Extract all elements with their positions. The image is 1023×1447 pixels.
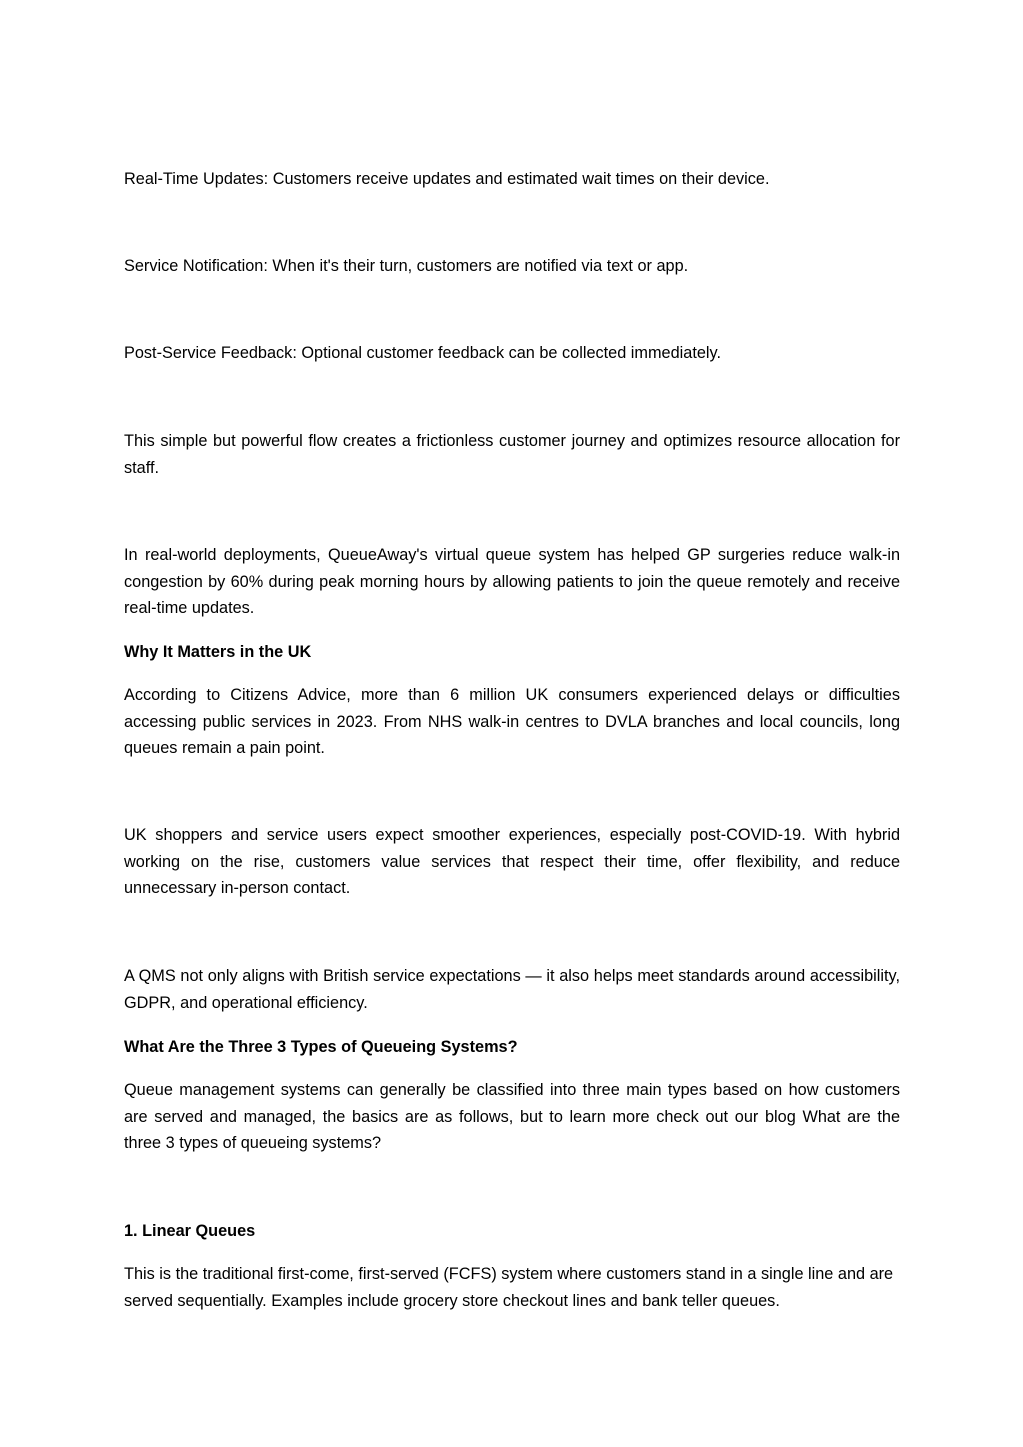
paragraph-citizens-advice: According to Citizens Advice, more than 6 million UK consumers experienced delays or difficulties accessing public services in 2023. From NHS walk-in centres to DVLA branches and local councils, long queues remain a pain point.: [124, 686, 900, 758]
paragraph-real-world-deployments: In real-world deployments, QueueAway's virtual queue system has helped GP surgeries reduce walk-in congestion by 60% during peak morning hours by allowing patients to join the queue remotely and receive real-time updates.: [124, 546, 900, 618]
paragraph-simple-flow: This simple but powerful flow creates a frictionless customer journey and optimizes resource allocation for staff.: [124, 432, 900, 477]
paragraph-post-service-feedback: Post-Service Feedback: Optional customer feedback can be collected immediately.: [124, 344, 721, 362]
paragraph-service-notification: Service Notification: When it's their turn, customers are notified via text or app.: [124, 257, 689, 275]
heading-why-it-matters: Why It Matters in the UK: [124, 643, 312, 661]
paragraph-real-time-updates: Real-Time Updates: Customers receive updates and estimated wait times on their device.: [124, 170, 770, 188]
paragraph-qms-aligns: A QMS not only aligns with British service expectations — it also helps meet standards around accessibility, GDPR, and operational efficiency.: [124, 967, 900, 1012]
heading-three-types: What Are the Three 3 Types of Queueing Systems?: [124, 1038, 518, 1056]
paragraph-uk-shoppers: UK shoppers and service users expect smoother experiences, especially post-COVID-19. With hybrid working on the rise, customers value services that respect their time, offer flexibility, and reduce unnecessary in-person contact.: [124, 826, 900, 898]
paragraph-qms-types-intro: Queue management systems can generally be classified into three main types based on how customers are served and managed, the basics are as follows, but to learn more check out our blog What are the three 3 types of queueing systems?: [124, 1081, 900, 1153]
heading-linear-queues: 1. Linear Queues: [124, 1222, 256, 1240]
paragraph-linear-queues-desc: This is the traditional first-come, first-served (FCFS) system where customers stand in a single line and are served sequentially. Examples include grocery store checkout lines and bank teller queues.: [124, 1265, 894, 1310]
